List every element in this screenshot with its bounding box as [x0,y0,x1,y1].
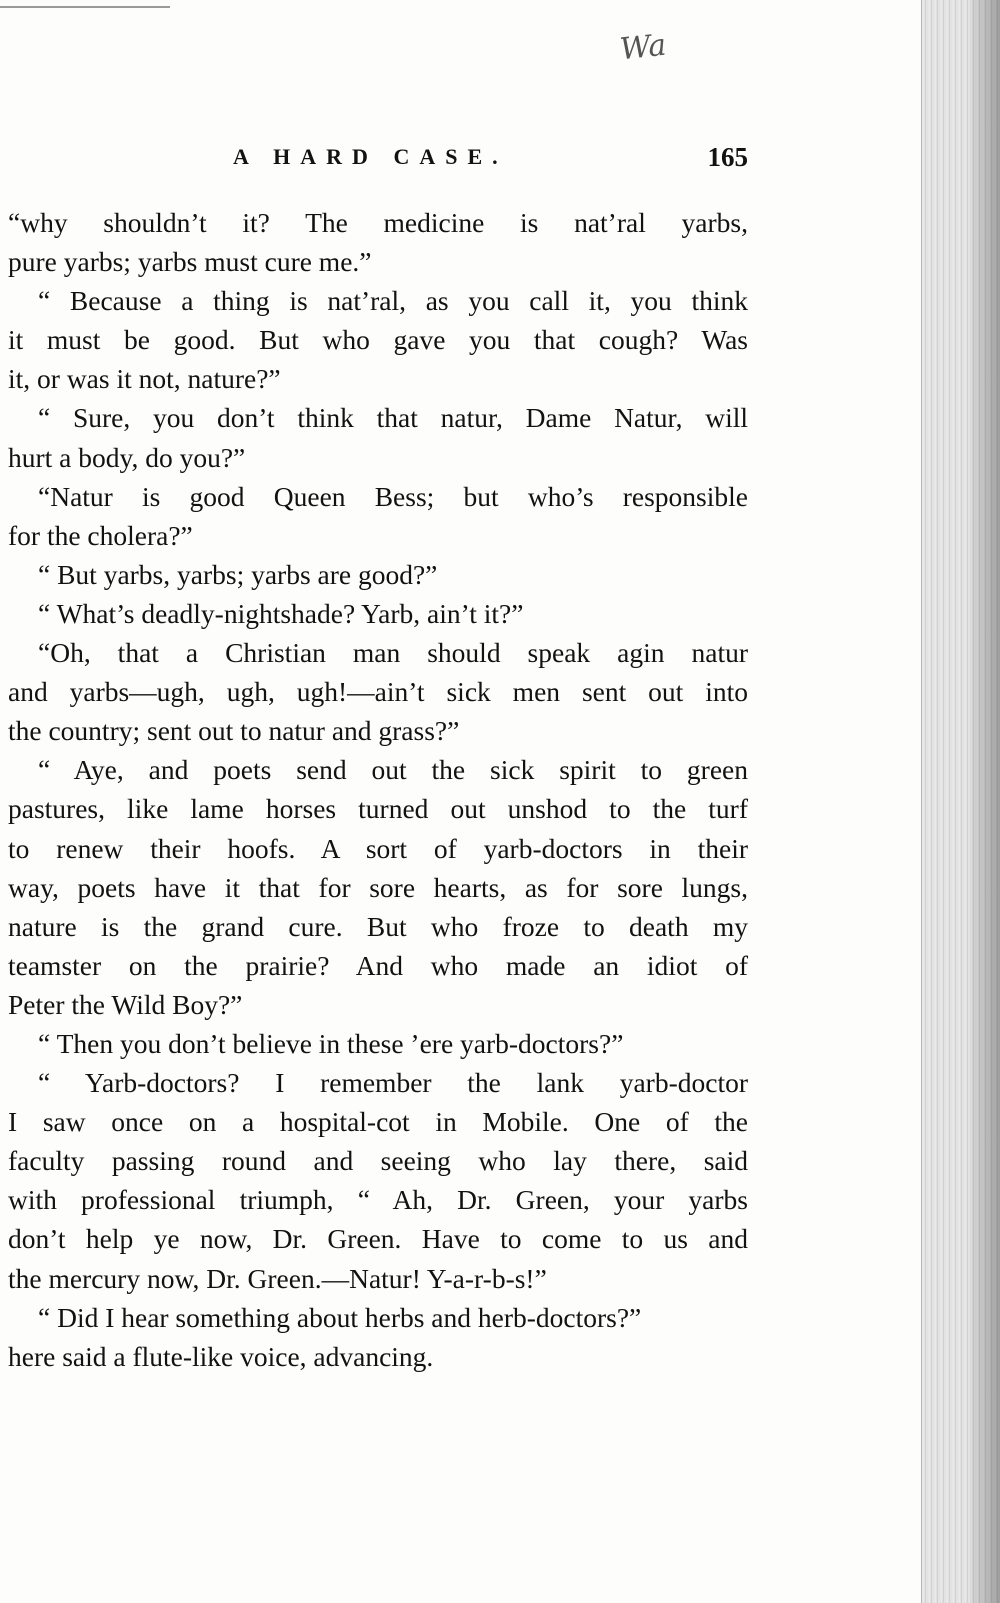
handwritten-note: Wa [618,27,668,68]
text-line: faculty passing round and seeing who lay there, said [8,1145,748,1177]
text-line: the country; sent out to natur and grass?” [8,715,460,747]
running-head [8,140,748,174]
text-line: with professional triumph, “ Ah, Dr. Green, your yarbs [8,1184,748,1216]
text-line: “ Aye, and poets send out the sick spirit to green [38,754,748,786]
body-text [8,203,748,1376]
text-line: “ Did I hear something about herbs and herb-doctors?” [38,1301,642,1333]
text-line: for the cholera?” [8,519,193,551]
text-line: hurt a body, do you?” [8,441,246,473]
text-line: don’t help ye now, Dr. Green. Have to come to us and [8,1223,748,1255]
text-line: and yarbs—ugh, ugh, ugh!—ain’t sick men sent out into [8,676,748,708]
text-line: pure yarbs; yarbs must cure me.” [8,246,372,278]
text-line: “ Then you don’t believe in these ’ere yarb-doctors?” [38,1027,624,1059]
text-line: “why shouldn’t it? The medicine is nat’ral yarbs, [8,207,748,238]
scan-edge-rule [0,6,170,8]
text-line: pastures, like lame horses turned out unshod to the turf [8,793,748,825]
text-line: teamster on the prairie? And who made an idiot of [8,949,748,981]
running-title: A HARD CASE. [233,144,508,169]
text-line: nature is the grand cure. But who froze to death my [8,910,748,942]
text-line: way, poets have it that for sore hearts, as for sore lungs, [8,871,748,903]
text-line: Peter the Wild Boy?” [8,988,243,1020]
text-line: here said a flute-like voice, advancing. [8,1340,434,1372]
page-number: 165 [707,142,748,172]
text-line: “ Because a thing is nat’ral, as you call it, you think [38,285,748,317]
text-line: “Natur is good Queen Bess; but who’s responsible [38,480,748,512]
text-line: “ But yarbs, yarbs; yarbs are good?” [38,558,438,590]
text-line: “Oh, that a Christian man should speak agin natur [38,637,748,669]
text-line: the mercury now, Dr. Green.—Natur! Y-a-r-b-s!” [8,1262,547,1294]
book-gutter-shadow [970,0,1000,1603]
text-line: it, or was it not, nature?” [8,363,281,395]
text-line: “ What’s deadly-nightshade? Yarb, ain’t it?” [38,597,524,629]
text-line: “ Yarb-doctors? I remember the lank yarb-doctor [38,1067,748,1099]
text-line: I saw once on a hospital-cot in Mobile. One of the [8,1106,748,1138]
text-line: it must be good. But who gave you that cough? Was [8,324,748,356]
text-line: to renew their hoofs. A sort of yarb-doctors in their [8,832,748,864]
text-line: “ Sure, you don’t think that natur, Dame Natur, will [38,402,748,434]
